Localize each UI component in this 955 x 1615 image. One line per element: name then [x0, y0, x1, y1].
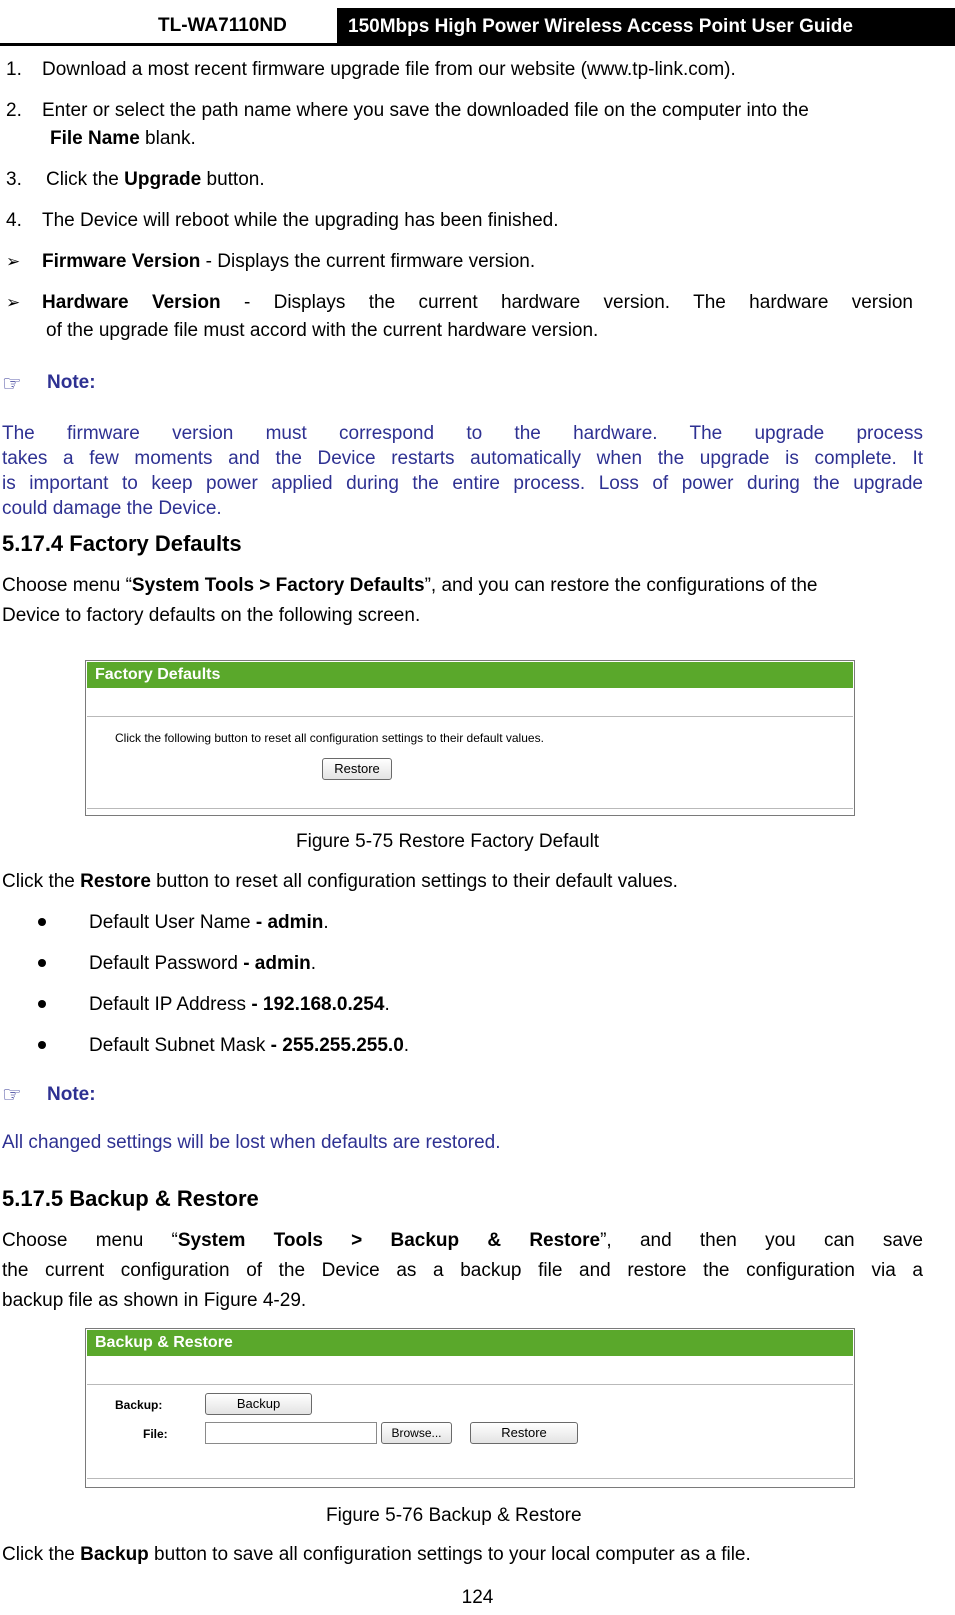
- browse-button[interactable]: Browse...: [381, 1422, 452, 1444]
- bullet-value: - admin: [255, 912, 324, 933]
- step-text-cont: [50, 127, 196, 151]
- step-bold: File Name: [50, 128, 140, 149]
- def-text: - Displays the current hardware version. The hardware version: [220, 292, 913, 313]
- step-before: Click the: [46, 169, 125, 190]
- def-text-cont: of the upgrade file must accord with the current hardware version.: [46, 320, 599, 341]
- desc-bold: Restore: [80, 871, 151, 892]
- backup-description: [2, 1543, 751, 1567]
- step-text: [46, 168, 265, 192]
- model-name: TL-WA7110ND: [158, 15, 287, 36]
- pointing-hand-icon: ☞: [2, 1082, 22, 1107]
- step-number: 2.: [6, 100, 22, 121]
- page-header: [0, 0, 955, 46]
- file-label: File:: [143, 1427, 168, 1441]
- desc-bold: Backup: [80, 1544, 149, 1565]
- note-line: could damage the Device.: [2, 498, 222, 519]
- bullet-end: .: [323, 912, 329, 933]
- bullet-label: Default Password: [89, 953, 244, 974]
- backup-label: Backup:: [115, 1398, 163, 1412]
- section-heading-backup-restore: 5.17.5 Backup & Restore: [2, 1186, 259, 1211]
- bullet-dot: [38, 1041, 46, 1049]
- menu-path: System Tools > Backup & Restore: [177, 1230, 601, 1251]
- intro-before: Choose menu “: [2, 575, 132, 596]
- note-text: All changed settings will be lost when defaults are restored.: [2, 1132, 501, 1153]
- step-after: button.: [201, 169, 265, 190]
- bullet-label: Default User Name: [89, 912, 256, 933]
- page-number: 124: [461, 1587, 494, 1608]
- section-intro: [2, 1229, 923, 1253]
- default-user-name: [89, 911, 329, 935]
- restore-description: [2, 870, 678, 894]
- panel-divider: [87, 1478, 853, 1479]
- section-heading-factory-defaults: 5.17.4 Factory Defaults: [2, 531, 242, 556]
- panel-divider: [87, 716, 853, 717]
- figure-caption: Figure 5-76 Backup & Restore: [326, 1505, 582, 1526]
- section-intro-cont: Device to factory defaults on the following screen.: [2, 605, 421, 626]
- firmware-version-def: [42, 250, 535, 274]
- section-intro: [2, 574, 817, 598]
- panel-divider: [87, 1384, 853, 1385]
- note-line: The firmware version must correspond to the hardware. The upgrade process: [2, 423, 923, 444]
- bullet-end: .: [403, 1035, 410, 1056]
- step-text: The Device will reboot while the upgrading has been finished.: [42, 210, 559, 231]
- panel-instruction: Click the following button to reset all configuration settings to their default values.: [115, 731, 544, 745]
- bullet-value: - 192.168.0.254: [251, 994, 385, 1015]
- intro-before: Choose menu “: [2, 1230, 178, 1251]
- note-paragraph: [2, 421, 923, 521]
- restore-button[interactable]: Restore: [322, 758, 392, 780]
- step-number: 3.: [6, 169, 22, 190]
- figure-caption: Figure 5-75 Restore Factory Default: [296, 831, 600, 852]
- bullet-end: .: [384, 994, 390, 1015]
- menu-path: System Tools > Factory Defaults: [131, 575, 425, 596]
- step-text: Enter or select the path name where you save the downloaded file on the computer into the: [42, 100, 809, 121]
- backup-button[interactable]: Backup: [205, 1393, 312, 1415]
- bullet-dot: [38, 959, 46, 967]
- def-term: Hardware Version: [42, 292, 221, 313]
- default-password: [89, 952, 316, 976]
- desc-text: button to reset all configuration settings to their default values.: [150, 871, 678, 892]
- bullet-value: - admin: [243, 953, 311, 974]
- intro-after: ”, and you can restore the configurations of the: [424, 575, 818, 596]
- note-line: is important to keep power applied during the entire process. Loss of power during the upgrade: [2, 473, 923, 494]
- step-bold: Upgrade: [124, 169, 202, 190]
- panel-divider: [87, 808, 853, 809]
- bullet-dot: [38, 1000, 46, 1008]
- guide-title: 150Mbps High Power Wireless Access Point User Guide: [337, 8, 955, 46]
- step-after: blank.: [139, 128, 196, 149]
- bullet-dot: [38, 918, 46, 926]
- step-text: Download a most recent firmware upgrade file from our website (www.tp-link.com).: [42, 59, 736, 80]
- hardware-version-def: [42, 291, 913, 315]
- desc-text: button to save all configuration settings to your local computer as a file.: [148, 1544, 751, 1565]
- def-text: - Displays the current firmware version.: [200, 251, 536, 272]
- default-ip-address: [89, 993, 390, 1017]
- note-label: Note:: [47, 1084, 96, 1105]
- section-intro-cont: backup file as shown in Figure 4-29.: [2, 1290, 307, 1311]
- desc-before: Click the: [2, 1544, 81, 1565]
- desc-before: Click the: [2, 871, 81, 892]
- file-path-input[interactable]: [205, 1422, 377, 1444]
- step-number: 4.: [6, 210, 22, 231]
- note-label: Note:: [47, 372, 96, 393]
- note-line: takes a few moments and the Device restarts automatically when the upgrade is complete. It: [2, 448, 923, 469]
- bullet-end: .: [310, 953, 317, 974]
- bullet-value: - 255.255.255.0: [270, 1035, 404, 1056]
- panel-title-bar: Factory Defaults: [87, 662, 853, 688]
- pointing-hand-icon: ☞: [2, 371, 22, 396]
- bullet-label: Default Subnet Mask: [89, 1035, 271, 1056]
- restore-button[interactable]: Restore: [470, 1422, 578, 1444]
- step-number: 1.: [6, 59, 22, 80]
- section-intro-cont: the current configuration of the Device as a backup file and restore the configuration via a: [2, 1260, 923, 1281]
- factory-defaults-panel: [85, 660, 855, 816]
- def-term: Firmware Version: [42, 251, 201, 272]
- backup-restore-panel: [85, 1328, 855, 1488]
- panel-title-bar: Backup & Restore: [87, 1330, 853, 1356]
- arrow-bullet-icon: ➢: [6, 293, 21, 312]
- default-subnet-mask: [89, 1034, 409, 1058]
- arrow-bullet-icon: ➢: [6, 252, 21, 271]
- intro-after: ”, and then you can save: [600, 1230, 923, 1251]
- bullet-label: Default IP Address: [89, 994, 252, 1015]
